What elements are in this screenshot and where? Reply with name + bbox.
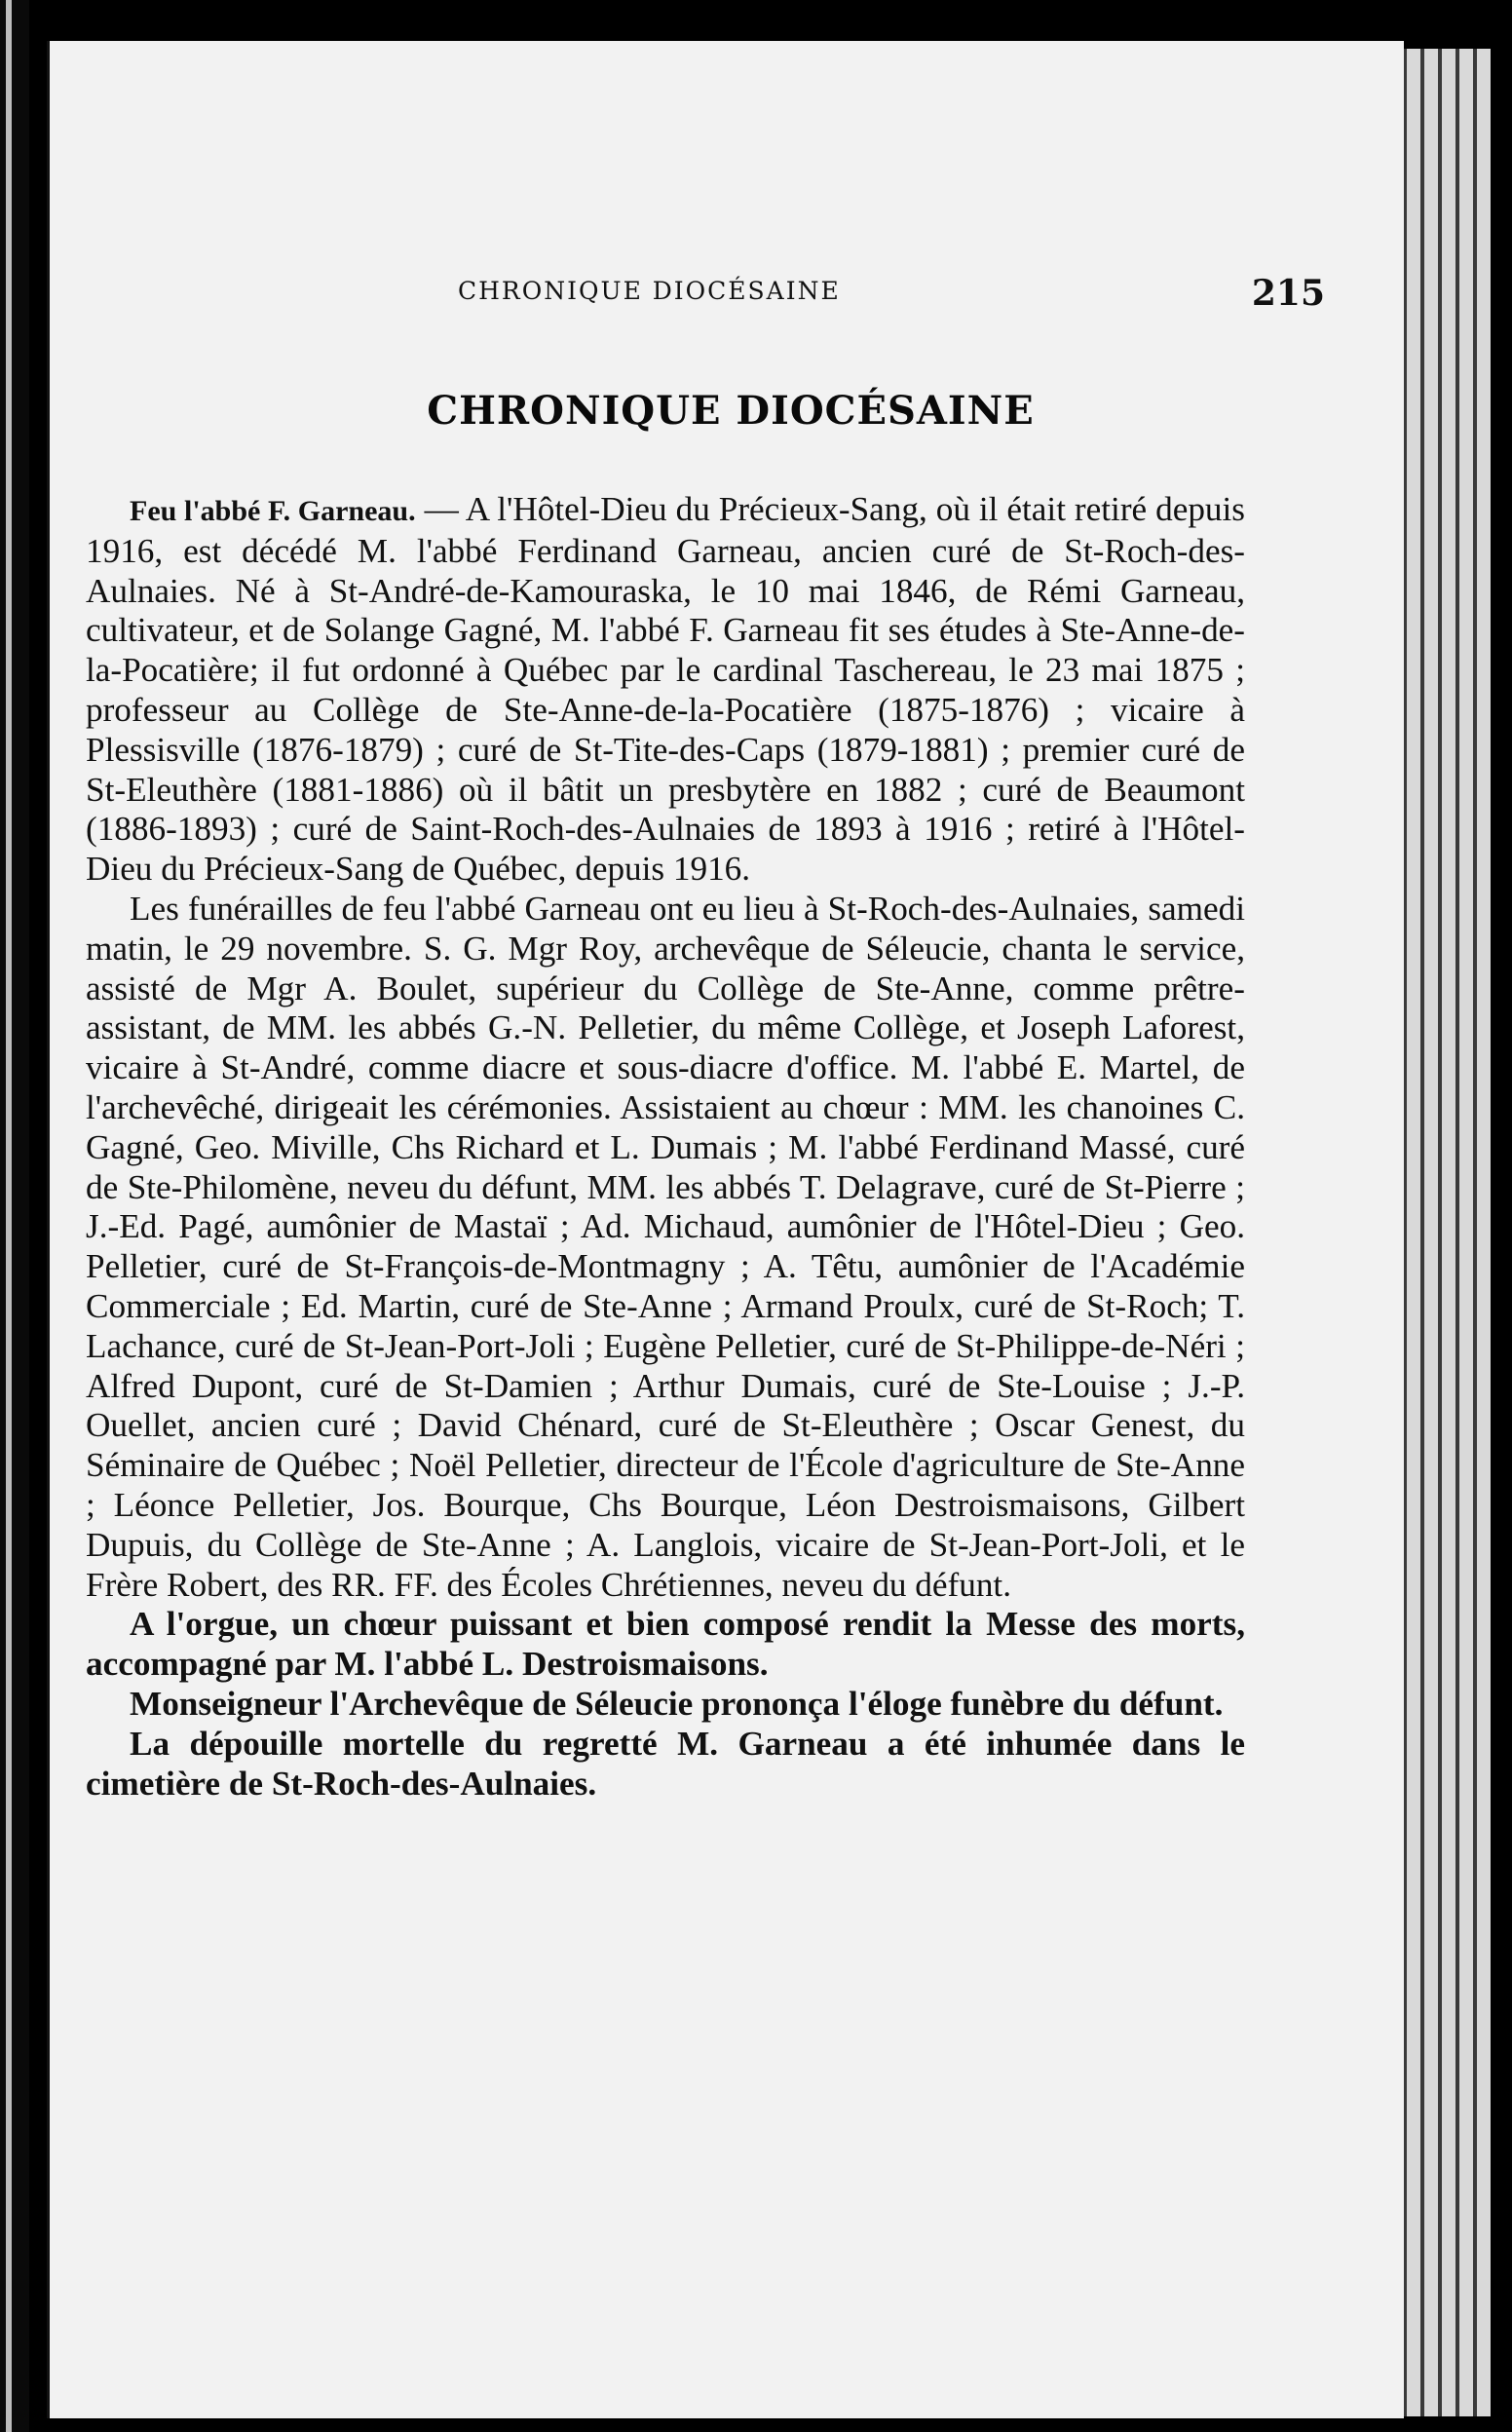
paragraph-1-text: — A l'Hôtel-Dieu du Précieux-Sang, où il était retiré depuis 1916, est décédé M. l'abbé Ferdinand Garneau, ancien curé de St-Roch-des-Aulnaies. Né à St-André-de-Kamouraska, le 10 mai 1846, de Rémi Garneau, cultivateur, et de Solange Gagné, M. l'abbé F. Garneau fit ses études à Ste-Anne-de-la-Pocatière; il fut ordonné à Québec par le cardinal Taschereau, le 23 mai 1875 ; professeur au Collège de Ste-Anne-de-la-Pocatière (1875-1876) ; vicaire à Plessisville (1876-1879) ; curé de St-Tite-des-Caps (1879-1881) ; premier curé de St-Eleuthère (1881-1886) où il bâtit un presbytère en 1882 ; curé de Beaumont (1886-1893) ; curé de Saint-Roch-des-Aulnaies de 1893 à 1916 ; retiré à l'Hôtel-Dieu du Précieux-Sang de Québec, depuis 1916. — [86, 490, 1245, 889]
article-body — [86, 490, 1245, 1804]
running-head-title: CHRONIQUE DIOCÉSAINE — [458, 277, 841, 305]
article-lead: Feu l'abbé F. Garneau. — [130, 495, 416, 527]
paragraph-5: La dépouille mortelle du regretté M. Garneau a été inhumée dans le cimetière de St-Roch-des-Aulnaies. — [86, 1724, 1245, 1803]
paragraph-3: A l'orgue, un chœur puissant et bien composé rendit la Messe des morts, accompagné par M. l'abbé L. Destroismaisons. — [86, 1605, 1245, 1684]
paragraph-4: Monseigneur l'Archevêque de Séleucie prononça l'éloge funèbre du défunt. — [130, 1684, 1224, 1723]
page-left-edge — [0, 0, 29, 2432]
page-number: 215 — [1251, 273, 1325, 314]
running-head — [419, 273, 1325, 312]
section-heading: CHRONIQUE DIOCÉSAINE — [427, 388, 1035, 434]
paragraph-2: Les funérailles de feu l'abbé Garneau ont eu lieu à St-Roch-des-Aulnaies, samedi matin, le 29 novembre. S. G. Mgr Roy, archevêque de Séleucie, chanta le service, assisté de Mgr A. Boulet, supérieur du Collège de Ste-Anne, comme prêtre-assistant, de MM. les abbés G.-N. Pelletier, du même Collège, et Joseph Laforest, vicaire à St-André, comme diacre et sous-diacre d'office. M. l'abbé E. Martel, de l'archevêché, dirigeait les cérémonies. Assistaient au chœur : MM. les chanoines C. Gagné, Geo. Miville, Chs Richard et L. Dumais ; M. l'abbé Ferdinand Massé, curé de Ste-Philomène, neveu du défunt, MM. les abbés T. Delagrave, curé de St-Pierre ; J.-Ed. Pagé, aumônier de Mastaï ; Ad. Michaud, aumônier de l'Hôtel-Dieu ; Geo. Pelletier, curé de St-François-de-Montmagny ; A. Têtu, aumônier de l'Académie Commerciale ; Ed. Martin, curé de Ste-Anne ; Armand Proulx, curé de St-Roch; T. Lachance, curé de St-Jean-Port-Joli ; Eugène Pelletier, curé de St-Philippe-de-Néri ; Alfred Dupont, curé de St-Damien ; Arthur Dumais, curé de Ste-Louise ; J.-P. Ouellet, ancien curé ; David Chénard, curé de St-Eleuthère ; Oscar Genest, du Séminaire de Québec ; Noël Pelletier, directeur de l'École d'agriculture de Ste-Anne ; Léonce Pelletier, Jos. Bourque, Chs Bourque, Léon Destroismaisons, Gilbert Dupuis, du Collège de Ste-Anne ; A. Langlois, vicaire de St-Jean-Port-Joli, et le Frère Robert, des RR. FF. des Écoles Chrétiennes, neveu du défunt. — [86, 889, 1245, 1604]
paragraph-1 — [86, 490, 1245, 890]
